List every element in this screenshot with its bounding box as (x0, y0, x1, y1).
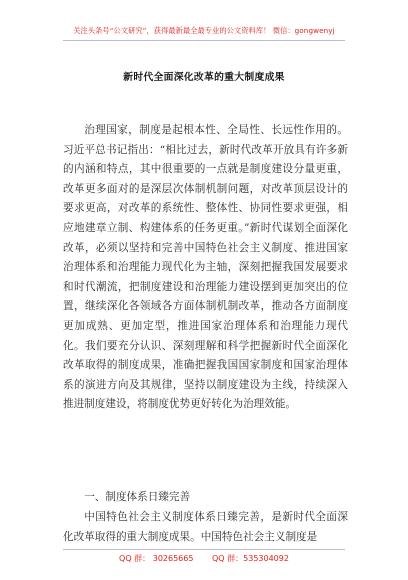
footer-qq-group-2: QQ 群：535304092 (212, 554, 289, 563)
section-heading: 一、制度体系日臻完善 (84, 491, 191, 503)
document-title: 新时代全面深化改革的重大制度成果 (123, 72, 285, 83)
footer-divider (63, 549, 345, 550)
body-section (63, 121, 348, 415)
paragraph-intro: 治理国家，制度是起根本性、全局性、长远性作用的。习近平总书记指出：“相比过去，新时代改革开放具有许多新的内涵和特点，其中很重要的一点就是制度建设分量更重，改革更多面对的是深层次体制机制问题，对改革顶层设计的要求更高，对改革的系统性、整体性、协同性要求更强，相应地建章立制、构建体系的任务更重。”新时代谋划全面深化改革，必须以坚持和完善中国特色社会主义制度、推进国家治理体系和治理能力现代化为主轴，深刻把握我国发展要求和时代潮流，把制度建设和治理能力建设摆到更加突出的位置，继续深化各领域各方面体制机制改革，推动各方面制度更加成熟、更加定型，推进国家治理体系和治理能力现代化。我们要充分认识、深刻理解和科学把握新时代全面深化改革取得的制度成果，准确把握我国国家制度和国家治理体系的演进方向及其规律，坚持以制度建设为主线，持续深入推进制度建设，将制度优势更好转化为治理效能。 (63, 124, 348, 411)
footer (0, 553, 408, 564)
header-divider (63, 40, 345, 41)
paragraph-section-1: 中国特色社会主义制度体系日臻完善，是新时代全面深化改革取得的重大制度成果。中国特色社会主义制度是 (63, 511, 348, 543)
footer-qq-group-1: QQ 群： 30265665 (119, 554, 194, 563)
header-banner: 关注头条号“公文研究”，获得最新最全最专业的公文资料库！ 微信：gongwenyj (73, 26, 335, 35)
